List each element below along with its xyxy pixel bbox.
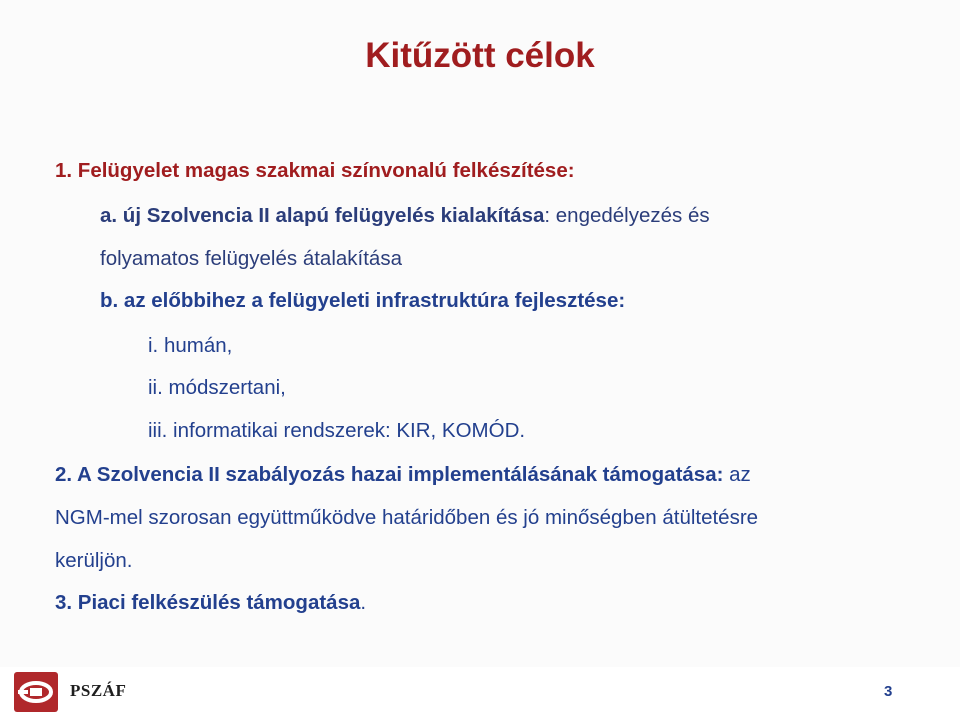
- list-item-2-rest: az: [723, 463, 751, 486]
- list-item-3-bold: 3. Piaci felkészülés támogatása: [55, 591, 361, 614]
- list-item-1: [55, 158, 575, 184]
- list-item-1a-continuation: folyamatos felügyelés átalakítása: [100, 247, 402, 270]
- list-item-2: [55, 462, 751, 488]
- list-item-1b-iii: iii. informatikai rendszerek: KIR, KOMÓD.: [148, 419, 526, 442]
- list-item-1a-bold: a. új Szolvencia II alapú felügyelés kialakítása: [100, 204, 545, 227]
- pszaf-logo-icon: [14, 672, 58, 712]
- list-item-1a: [100, 203, 710, 229]
- list-item-3: [55, 590, 366, 616]
- list-item-2-bold: 2. A Szolvencia II szabályozás hazai implementálásának támogatása:: [55, 463, 724, 486]
- list-item-1b-i: i. humán,: [148, 334, 233, 357]
- list-item-2-continuation-2: kerüljön.: [55, 549, 133, 572]
- list-item-1b: [100, 288, 625, 314]
- list-item-1b-text: b. az előbbihez a felügyeleti infrastruktúra fejlesztése:: [100, 289, 626, 312]
- logo-text: PSZÁF: [70, 681, 127, 700]
- list-item-1b-ii: ii. módszertani,: [148, 376, 286, 399]
- list-item-1a-rest: : engedélyezés és: [544, 204, 710, 227]
- list-item-3-rest: .: [360, 591, 367, 614]
- slide-footer: [0, 667, 960, 717]
- list-item-2-continuation-1: NGM-mel szorosan együttműködve határidőben és jó minőségben átültetésre: [55, 506, 759, 529]
- list-item-1-text: 1. Felügyelet magas szakmai színvonalú felkészítése:: [55, 159, 575, 182]
- slide-title: Kitűzött célok: [365, 36, 595, 75]
- page-number: 3: [884, 683, 893, 700]
